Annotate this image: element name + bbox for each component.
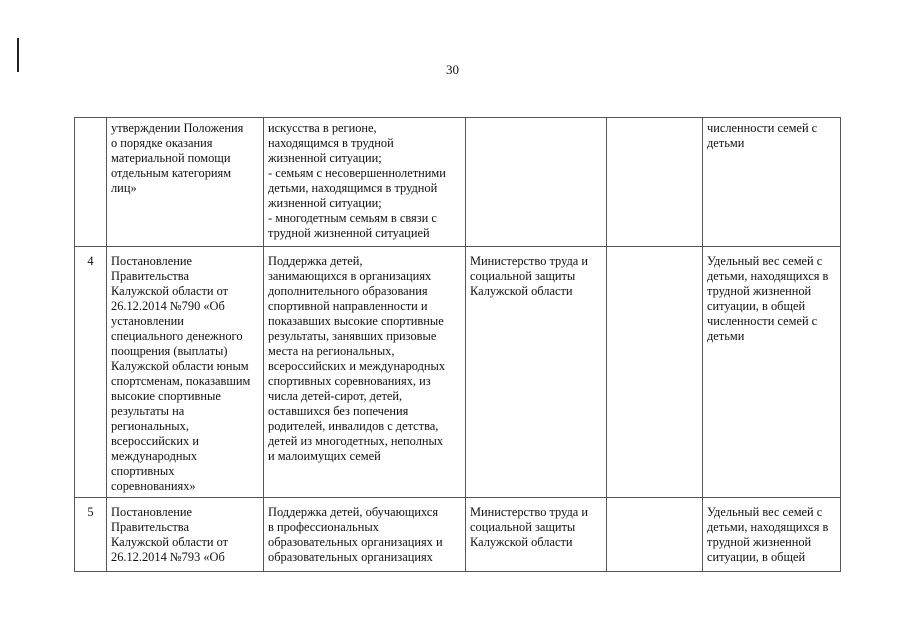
row-number: 5 — [75, 498, 107, 572]
empty-cell — [607, 498, 703, 572]
executor-cell — [466, 118, 607, 247]
table-row — [75, 247, 841, 498]
empty-cell — [607, 247, 703, 498]
purpose-cell: Поддержка детей, занимающихся в организациях дополнительного образования спортивной направленности и показавших высокие спортивные результаты, занявших призовые места на региональных, всероссийских и международных спортивных соревнованиях, из числа детей-сирот, детей, оставшихся без попечения родителей, инвалидов с детства, детей из многодетных, неполных и малоимущих семей — [264, 247, 466, 498]
row-number — [75, 118, 107, 247]
document-cell: Постановление Правительства Калужской области от 26.12.2014 №790 «Об установлении специального денежного поощрения (выплаты) Калужской области юным спортсменам, показавшим высокие спортивные результаты на региональных, всероссийских и международных спортивных соревнованиях» — [107, 247, 264, 498]
executor-cell: Министерство труда и социальной защиты Калужской области — [466, 498, 607, 572]
executor-cell: Министерство труда и социальной защиты Калужской области — [466, 247, 607, 498]
purpose-cell: искусства в регионе, находящимся в трудной жизненной ситуации; - семьям с несовершеннолетними детьми, находящимся в трудной жизненной ситуации; - многодетным семьям в связи с трудной жизненной ситуацией — [264, 118, 466, 247]
empty-cell — [607, 118, 703, 247]
table-row — [75, 118, 841, 247]
table-row — [75, 498, 841, 572]
indicator-cell: Удельный вес семей с детьми, находящихся в трудной жизненной ситуации, в общей — [703, 498, 841, 572]
page-number: 30 — [446, 62, 459, 77]
purpose-cell: Поддержка детей, обучающихся в профессиональных образовательных организациях и образовательных организациях — [264, 498, 466, 572]
row-number: 4 — [75, 247, 107, 498]
indicator-cell: численности семей с детьми — [703, 118, 841, 247]
indicator-cell: Удельный вес семей с детьми, находящихся в трудной жизненной ситуации, в общей численности семей с детьми — [703, 247, 841, 498]
document-cell: утверждении Положения о порядке оказания материальной помощи отдельным категориям лиц» — [107, 118, 264, 247]
program-table — [74, 117, 841, 572]
document-cell: Постановление Правительства Калужской области от 26.12.2014 №793 «Об — [107, 498, 264, 572]
